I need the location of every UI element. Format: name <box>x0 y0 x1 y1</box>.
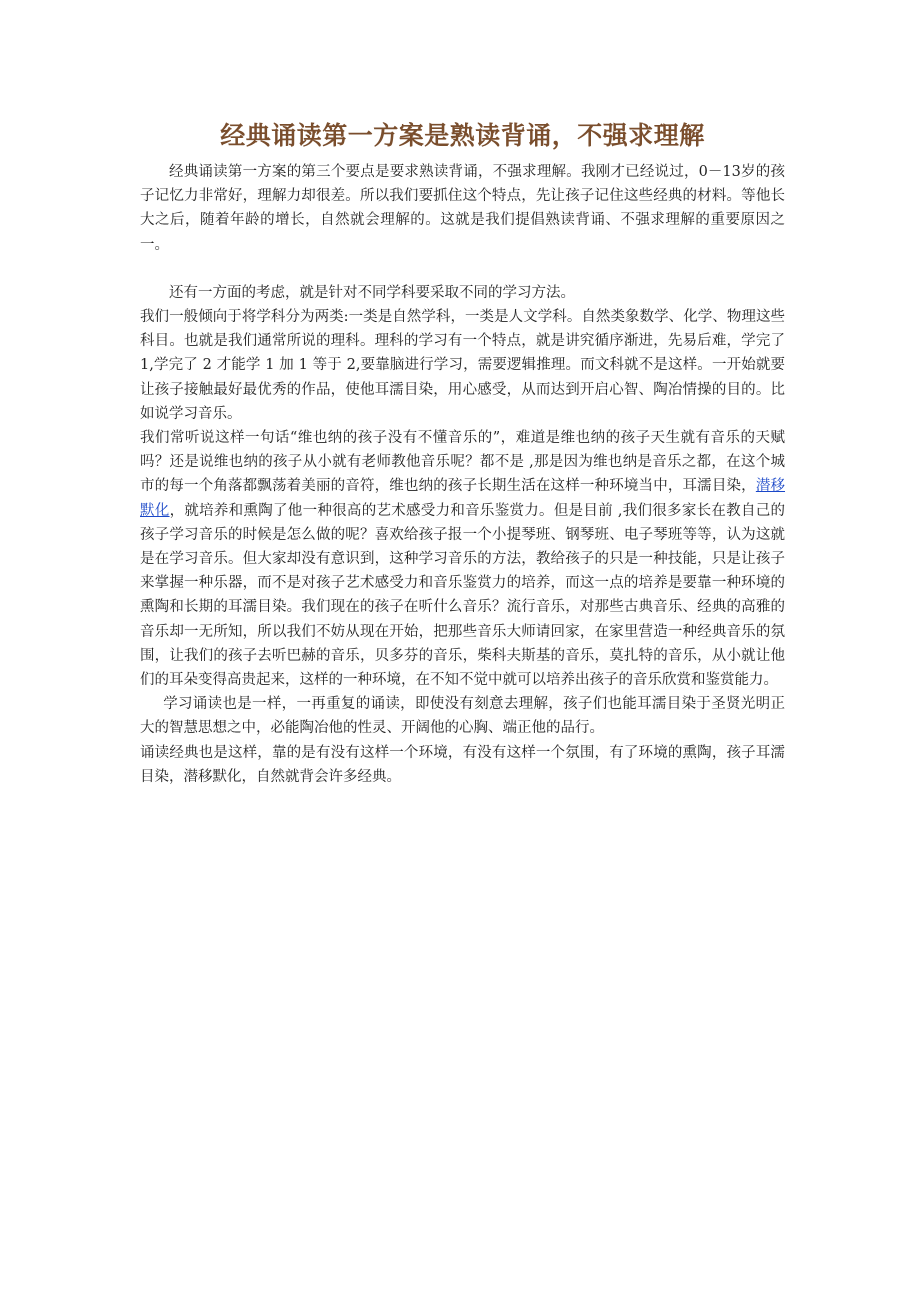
paragraph-2: 还有一方面的考虑，就是针对不同学科要采取不同的学习方法。 <box>169 284 575 301</box>
paragraph-1: 经典诵读第一方案的第三个要点是要求熟读背诵，不强求理解。我刚才已经说过，0－13岁的孩子记忆力非常好，理解力却很差。所以我们要抓住这个特点，先让孩子记住这些经典的材料。等他长大之后，随着年龄的增长，自然就会理解的。这就是我们提倡熟读背诵、不强求理解的重要原因之一。 <box>140 164 785 253</box>
document-title: 经典诵读第一方案是熟读背诵，不强求理解 <box>220 121 705 150</box>
paragraph-4-text-before: 我们常听说这样一句话“维也纳的孩子没有不懂音乐的”，难道是维也纳的孩子天生就有音乐的天赋吗？还是说维也纳的孩子从小就有老师教他音乐呢？都不是 ,那是因为维也纳是音乐之都，在这个城市的每一个角落都飘荡着美丽的音符，维也纳的孩子长期生活在这样一种环境当中，耳濡目染， <box>140 430 785 495</box>
paragraph-6: 诵读经典也是这样，靠的是有没有这样一个环境，有没有这样一个氛围，有了环境的熏陶，孩子耳濡目染，潜移默化，自然就背会许多经典。 <box>140 744 785 785</box>
paragraph-4 <box>140 426 785 692</box>
paragraph-3: 我们一般倾向于将学科分为两类:一类是自然学科，一类是人文学科。自然类象数学、化学、物理这些科目。也就是我们通常所说的理科。理科的学习有一个特点，就是讲究循序渐进，先易后难，学完了 1,学完了 2 才能学 1 加 1 等于 2,要靠脑进行学习，需要逻辑推理。而文科就不是这样。一开始就要让孩子接触最好最优秀的作品，使他耳濡目染，用心感受，从而达到开启心智、陶冶情操的目的。比如说学习音乐。 <box>140 309 785 422</box>
link-qianyimohua[interactable]: 潜移默化 <box>140 478 786 519</box>
document-page <box>140 116 785 789</box>
blank-line <box>140 257 785 281</box>
paragraph-4-text-after: ，就培养和熏陶了他一种很高的艺术感受力和音乐鉴赏力。但是目前 ,我们很多家长在教自己的孩子学习音乐的时候是怎么做的呢？喜欢给孩子报一个小提琴班、钢琴班、电子琴班等等，认为这就是在学习音乐。但大家却没有意识到，这种学习音乐的方法，教给孩子的只是一种技能，只是让孩子来掌握一种乐器，而不是对孩子艺术感受力和音乐鉴赏力的培养，而这一点的培养是要靠一种环境的熏陶和长期的耳濡目染。我们现在的孩子在听什么音乐？流行音乐，对那些古典音乐、经典的高雅的音乐却一无所知，所以我们不妨从现在开始，把那些音乐大师请回家，在家里营造一种经典音乐的氛围，让我们的孩子去听巴赫的音乐，贝多芬的音乐，柴科夫斯基的音乐，莫扎特的音乐，从小就让他们的耳朵变得高贵起来，这样的一种环境，在不知不觉中就可以培养出孩子的音乐欣赏和鉴赏能力。 <box>140 502 785 689</box>
paragraph-5: 学习诵读也是一样，一再重复的诵读，即使没有刻意去理解，孩子们也能耳濡目染于圣贤光明正大的智慧思想之中，必能陶冶他的性灵、开阔他的心胸、端正他的品行。 <box>140 696 785 737</box>
